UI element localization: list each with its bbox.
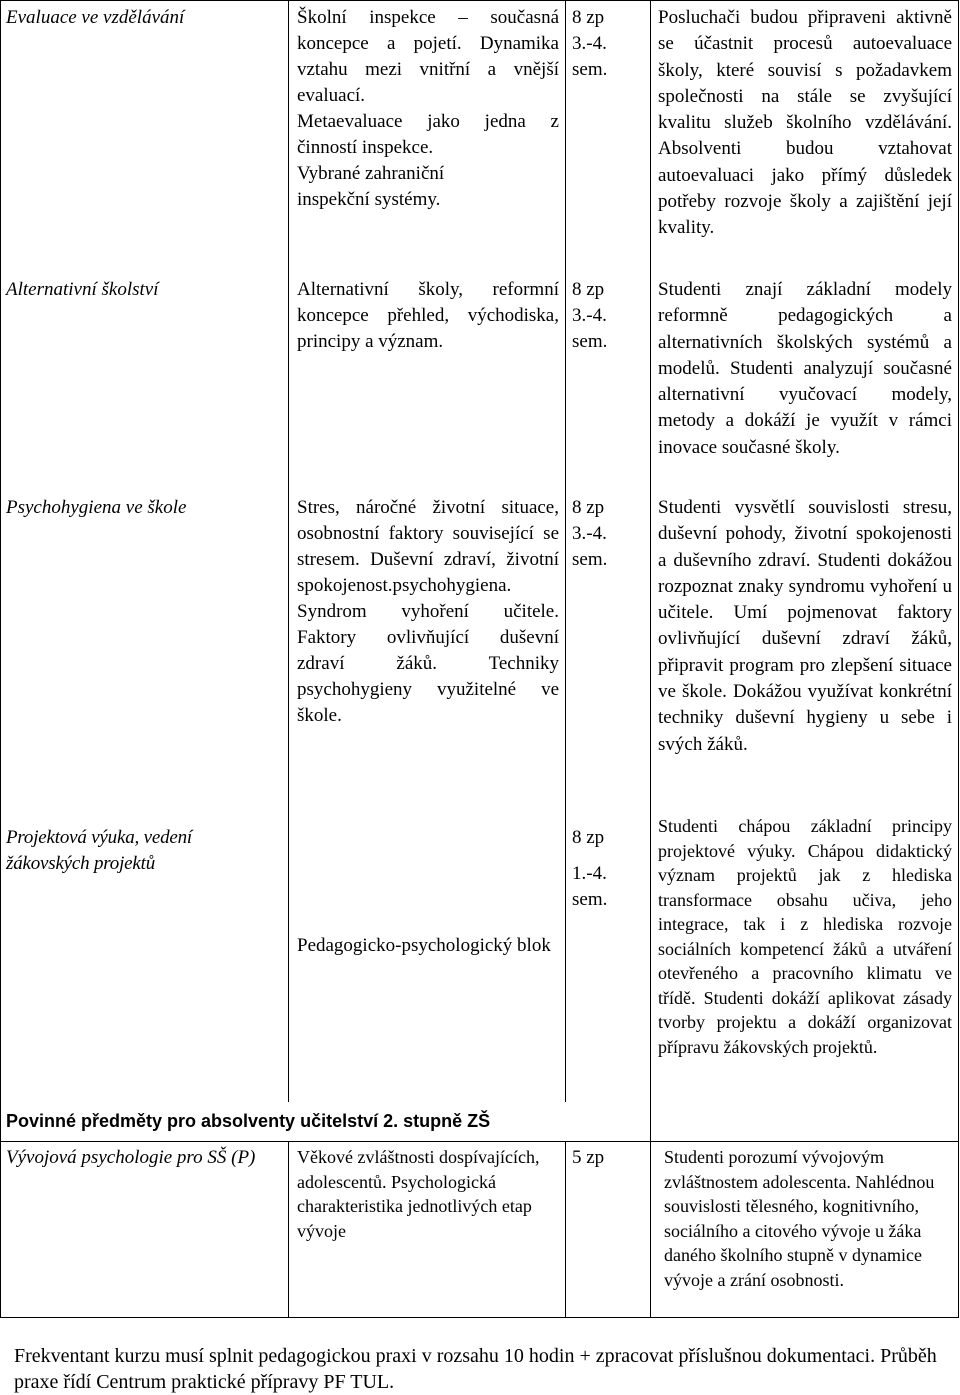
content-paragraph: Školní inspekce – současná koncepce a pojetí. Dynamika vztahu mezi vnitřní a vnější evaluací. bbox=[297, 7, 559, 106]
outcomes-cell: Studenti znají základní modely reformně pedagogických a alternativních školských systémů a modelů. Studenti analyzují současné alternativní vyučovací modely, metody a dokáží je využít v rámci inovace současné školy. bbox=[658, 279, 952, 458]
subject-cell: Psychohygiena ve škole bbox=[6, 497, 187, 518]
table-border-bottom bbox=[0, 1317, 959, 1318]
table-border-left bbox=[0, 0, 1, 1318]
credits-cell bbox=[572, 277, 644, 355]
credits-cell bbox=[572, 5, 644, 83]
hours-value: 8 zp bbox=[572, 497, 605, 518]
column-divider bbox=[288, 0, 289, 1102]
outcomes-cell: Posluchači budou připraveni aktivně se účastnit procesů autoevaluace školy, které souvisí s požadavkem společnosti na stále se zvyšující kvalitu služeb školního vzdělávání. Absolventi budou vztahovat autoevaluaci jako přímý důsledek potřeby rozvoje školy a zajištění její kvality. bbox=[658, 7, 952, 239]
section-divider bbox=[0, 1141, 959, 1142]
table-border-top bbox=[0, 0, 959, 1]
content-paragraph: Vybrané zahraniční inspekční systémy. bbox=[297, 163, 445, 210]
content-paragraph: Pedagogicko-psychologický blok bbox=[297, 935, 551, 956]
hours-value: 8 zp bbox=[572, 7, 605, 28]
footnote: Frekventant kurzu musí splnit pedagogickou praxi v rozsahu 10 hodin + zpracovat příslušnou dokumentaci. Průběh praxe řídí Centrum praktické přípravy PF TUL. bbox=[14, 1345, 937, 1393]
column-divider bbox=[650, 0, 651, 1141]
content-cell: Věkové zvláštnosti dospívajících, adolescentů. Psychologická charakteristika jednotlivých etap vývoje bbox=[297, 1147, 540, 1241]
credits-cell bbox=[572, 495, 644, 573]
subject-cell: Vývojová psychologie pro SŠ (P) bbox=[6, 1147, 256, 1168]
table-border-right bbox=[958, 0, 959, 1318]
semester-value: 3.-4. sem. bbox=[572, 523, 608, 570]
hours-value: 8 zp bbox=[572, 827, 605, 848]
semester-value: 3.-4. sem. bbox=[572, 305, 608, 352]
content-cell bbox=[297, 277, 559, 355]
outcomes-cell: Studenti porozumí vývojovým zvláštnostem adolescenta. Nahlédnou souvislosti tělesného, kognitivního, sociálního a citového vývoje u žáka daného školního stupně v dynamice vývoje a zrání osobnosti. bbox=[664, 1147, 935, 1290]
content-paragraph: Stres, náročné životní situace, osobnostní faktory související se stresem. Duševní zdraví, životní spokojenost.psychohygiena. Syndrom vyhoření učitele. Faktory ovlivňující duševní zdraví žáků. Techniky psychohygieny využitelné ve škole. bbox=[297, 497, 559, 726]
column-divider bbox=[650, 1141, 651, 1318]
outcomes-cell: Studenti chápou základní principy projektové výuky. Chápou didaktický význam projektů jak z hlediska transformace obsahu učiva, jeho integrace, tak i z hlediska rozvoje sociálních kompetencí žáků a utváření otevřeného a pracovního klimatu ve třídě. Studenti dokáží aplikovat zásady tvorby projektu a dokáží organizovat přípravu žákovských projektů. bbox=[658, 816, 952, 1057]
section-heading: Povinné předměty pro absolventy učitelství 2. stupně ZŠ bbox=[6, 1111, 491, 1131]
content-cell bbox=[297, 5, 559, 213]
content-paragraph: Metaevaluace jako jedna z činností inspekce. bbox=[297, 111, 559, 158]
subject-cell: Alternativní školství bbox=[6, 279, 159, 300]
hours-value: 5 zp bbox=[572, 1147, 605, 1168]
credits-cell bbox=[572, 825, 644, 913]
content-paragraph: Alternativní školy, reformní koncepce přehled, východiska, principy a význam. bbox=[297, 279, 559, 352]
subject-cell: Evaluace ve vzdělávání bbox=[6, 7, 185, 28]
column-divider bbox=[288, 1141, 289, 1318]
column-divider bbox=[565, 1141, 566, 1318]
content-cell bbox=[297, 933, 559, 959]
content-cell bbox=[297, 495, 559, 729]
semester-value: 1.-4. sem. bbox=[572, 863, 608, 910]
semester-value: 3.-4. sem. bbox=[572, 33, 608, 80]
outcomes-cell: Studenti vysvětlí souvislosti stresu, duševní pohody, životní spokojenosti a duševního zdraví. Studenti dokážou rozpoznat znaky syndromu vyhoření u učitele. Umí pojmenovat faktory ovlivňující duševní zdraví žáků, připravit program pro zlepšení situace ve škole. Dokážou využívat konkrétní techniky duševní hygieny u sebe i svých žáků. bbox=[658, 497, 952, 755]
column-divider bbox=[565, 0, 566, 1102]
subject-cell: Projektová výuka, vedení žákovských projektů bbox=[6, 827, 192, 874]
hours-value: 8 zp bbox=[572, 279, 605, 300]
